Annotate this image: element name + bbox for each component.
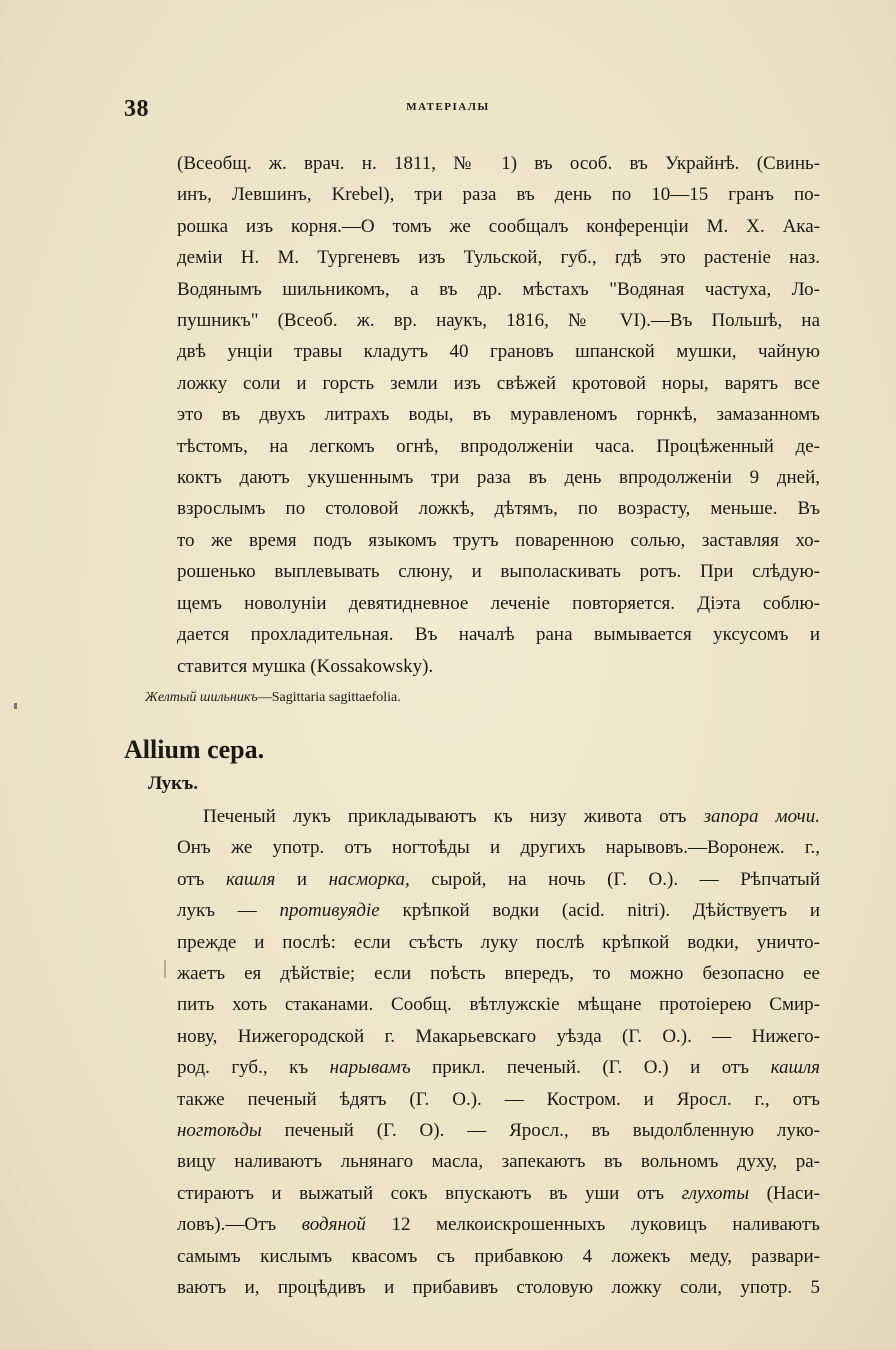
text-run: 12 мелкоискрошенныхъ луковицъ наливаютъ: [365, 1214, 820, 1236]
text-line: щемъ новолуніи девятидневное леченіе повторяется. Діэта соблю-: [177, 592, 820, 614]
synonym-line: [145, 690, 401, 706]
paragraph-continued: [177, 148, 820, 682]
synonym-russian-name: Желтый шильникъ: [145, 690, 258, 705]
text-line: [177, 864, 820, 895]
text-run: отъ: [177, 868, 226, 890]
text-run: сырой, на ночь (Г. О.). — Рѣпчатый: [409, 868, 820, 890]
text-line: [177, 1115, 820, 1146]
emphasis-text: запора мочи.: [703, 806, 820, 827]
text-run: лукъ —: [177, 900, 280, 922]
text-line: [177, 1146, 820, 1177]
text-line: это въ двухъ литрахъ воды, въ муравленомъ горнкѣ, замазанномъ: [177, 404, 820, 426]
text-line: [177, 958, 820, 989]
text-line: рошка изъ корня.—О томъ же сообщалъ конференціи М. Х. Ака-: [177, 215, 820, 237]
text-line: [177, 832, 820, 863]
text-line: коктъ даютъ укушеннымъ три раза въ день впродолженіи 9 дней,: [177, 467, 820, 489]
running-head: МАТЕРІАЛЫ: [406, 101, 490, 113]
text-run: пить хоть стаканами. Сообщ. вѣтлужскіе мѣщане протоіерею Смир-: [177, 994, 820, 1016]
text-line: [177, 1272, 820, 1303]
text-run: самымъ кислымъ квасомъ съ прибавкою 4 ложекъ меду, развари-: [177, 1245, 820, 1267]
section-subheading: Лукъ.: [148, 773, 198, 794]
emphasis-text: насморка,: [328, 868, 410, 890]
synonym-dash: —: [257, 690, 272, 705]
emphasis-text: нарывамъ: [329, 1057, 411, 1079]
synonym-latin-name: Sagittaria sagittaefolia.: [271, 690, 401, 705]
emphasis-text: глухоты: [681, 1182, 750, 1204]
text-line: ставится мушка (Kossakowsky).: [177, 655, 434, 677]
page-number: 38: [124, 96, 149, 122]
emphasis-text: кашля: [770, 1057, 820, 1079]
text-run: Онъ же употр. отъ ногтоѣды и другихъ нарывовъ.—Воронеж. г.,: [177, 837, 820, 859]
text-run: стираютъ и выжатый сокъ впускаютъ въ уши отъ: [177, 1182, 682, 1204]
paragraph-allium: [177, 801, 820, 1304]
text-line: взрослымъ по столовой ложкѣ, дѣтямъ, по возрасту, меньше. Въ: [177, 498, 820, 520]
text-line: [177, 1178, 820, 1209]
binding-speck: [14, 703, 17, 709]
text-line: инъ, Левшинъ, Krebel), три раза въ день по 10—15 гранъ по-: [177, 184, 820, 206]
text-line: [177, 1209, 820, 1240]
text-line: тѣстомъ, на легкомъ огнѣ, впродолженіи часа. Процѣженный де-: [177, 435, 820, 457]
section-heading: Allium cepa.: [124, 735, 265, 764]
text-run: вицу наливаютъ льнянаго масла, запекаютъ въ вольномъ духу, ра-: [177, 1151, 820, 1173]
text-line: Водянымъ шильникомъ, а въ др. мѣстахъ "Водяная частуха, Ло-: [177, 278, 820, 300]
text-run: Печеный лукъ прикладываютъ къ низу живота отъ: [203, 806, 704, 827]
text-line: [177, 989, 820, 1020]
text-run: крѣпкой водки (acid. nitri). Дѣйствуетъ и: [379, 900, 820, 922]
emphasis-text: ногтоѣды: [177, 1120, 262, 1142]
binding-speck: [164, 960, 166, 978]
text-line: [177, 927, 820, 958]
text-run: прежде и послѣ: если съѣсть луку послѣ крѣпкой водки, уничто-: [177, 931, 820, 953]
text-run: печеный (Г. О). — Яросл., въ выдолбленную луко-: [261, 1120, 820, 1142]
text-line: [177, 1021, 820, 1052]
text-line: [177, 1241, 820, 1272]
text-run: также печеный ѣдятъ (Г. О.). — Костром. и Яросл. г., отъ: [177, 1088, 820, 1110]
text-line: то же время подъ языкомъ трутъ поваренною солью, заставляя хо-: [177, 529, 820, 551]
text-run: род. губ., къ: [177, 1057, 330, 1079]
text-line: [177, 801, 820, 832]
emphasis-text: противуядіе: [279, 900, 380, 922]
text-run: жаетъ ея дѣйствіе; если поѣсть впередъ, то можно безопасно ее: [177, 963, 820, 985]
text-run: ловъ).—Отъ: [177, 1214, 302, 1236]
text-line: ложку соли и горсть земли изъ свѣжей кротовой норы, варятъ все: [177, 372, 820, 394]
text-line: пушникъ" (Всеоб. ж. вр. наукъ, 1816, № VI).—Въ Польшѣ, на: [177, 310, 820, 332]
emphasis-text: кашля: [225, 868, 276, 890]
emphasis-text: водяной: [301, 1214, 366, 1236]
text-run: прикл. печеный. (Г. О.) и отъ: [410, 1057, 771, 1079]
text-run: ваютъ и, процѣдивъ и прибавивъ столовую ложку соли, употр. 5: [177, 1277, 820, 1299]
text-run: (Наси-: [749, 1182, 820, 1204]
text-line: [177, 895, 820, 926]
text-line: двѣ унціи травы кладутъ 40 грановъ шпанской мушки, чайную: [177, 341, 820, 363]
text-line: [177, 1052, 820, 1083]
text-line: рошенько выплевывать слюну, и выполаскивать ротъ. При слѣдую-: [177, 561, 820, 583]
text-run: нову, Нижегородской г. Макарьевскаго уѣзда (Г. О.). — Нижего-: [177, 1025, 820, 1047]
text-line: деміи Н. М. Тургеневъ изъ Тульской, губ., гдѣ это растеніе наз.: [177, 247, 820, 269]
text-line: [177, 1084, 820, 1115]
text-line: (Всеобщ. ж. врач. н. 1811, № 1) въ особ. въ Украйнѣ. (Свинь-: [177, 153, 820, 174]
text-run: и: [275, 868, 329, 890]
text-line: дается прохладительная. Въ началѣ рана вымывается уксусомъ и: [177, 624, 820, 646]
